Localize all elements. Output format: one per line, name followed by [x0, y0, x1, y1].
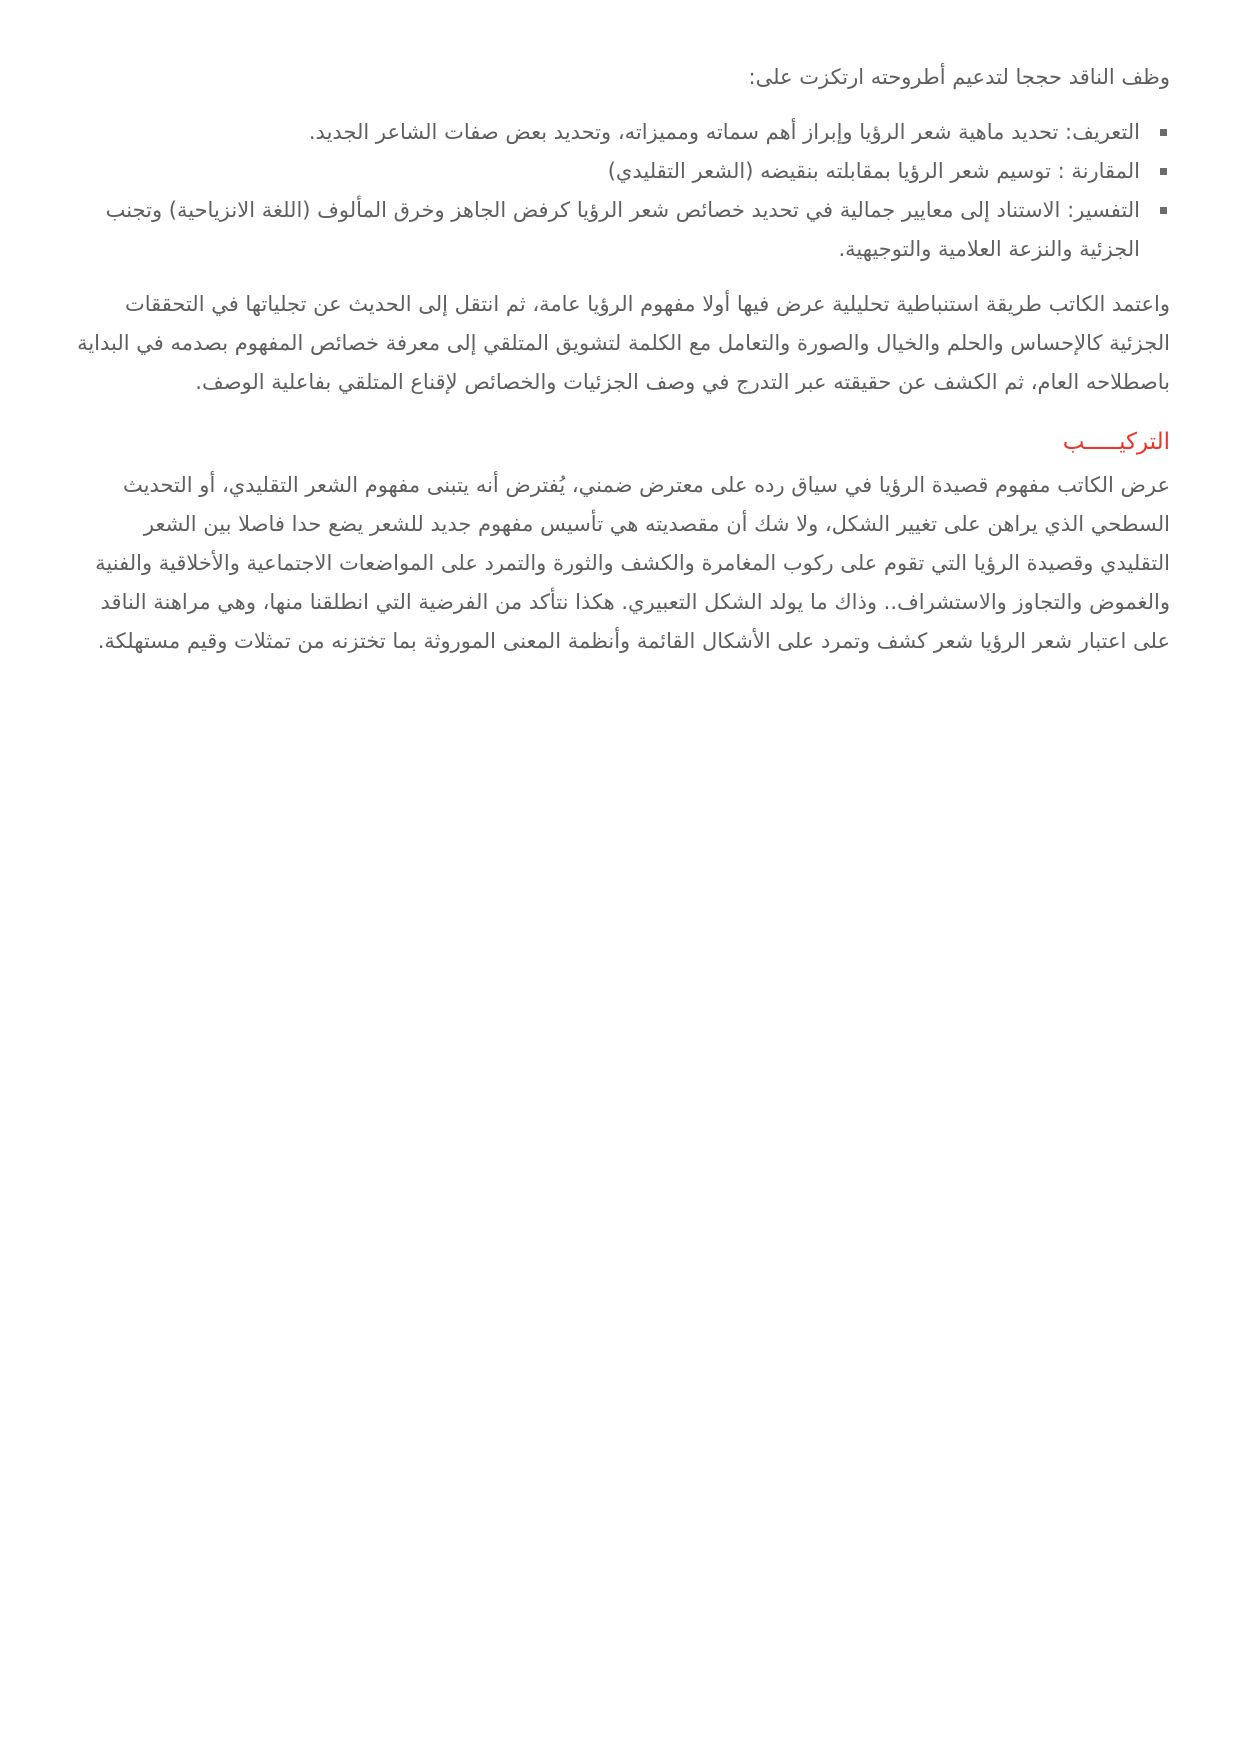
arguments-list [72, 113, 1170, 269]
argument-comparison: المقارنة : توسيم شعر الرؤيا بمقابلته بنقيضه (الشعر التقليدي) [72, 152, 1140, 191]
synthesis-paragraph: عرض الكاتب مفهوم قصيدة الرؤيا في سياق رده على معترض ضمني، يُفترض أنه يتبنى مفهوم الشعر التقليدي، أو التحديث السطحي الذي يراهن على تغيير الشكل، ولا شك أن مقصديته هي تأسيس مفهوم جديد للشعر يضع حدا فاصلا بين الشعر التقليدي وقصيدة الرؤيا التي تقوم على ركوب المغامرة والكشف والثورة والتمرد على المواضعات الاجتماعية والأخلاقية والفنية والغموض والتجاوز والاستشراف.. وذاك ما يولد الشكل التعبيري. هكذا نتأكد من الفرضية التي انطلقنا منها، وهي مراهنة الناقد على اعتبار شعر الرؤيا شعر كشف وتمرد على الأشكال القائمة وأنظمة المعنى الموروثة بما تختزنه من تمثلات وقيم مستهلكة. [95, 473, 1170, 653]
document-page [72, 58, 1170, 661]
method-paragraph: واعتمد الكاتب طريقة استنباطية تحليلية عرض فيها أولا مفهوم الرؤيا عامة، ثم انتقل إلى الحديث عن تجلياتها في التحققات الجزئية كالإحساس والحلم والخيال والصورة والتعامل مع الكلمة لتشويق المتلقي إلى معرفة خصائص المفهوم بصدمه في البداية باصطلاحه العام، ثم الكشف عن حقيقته عبر التدرج في وصف الجزئيات والخصائص لإقناع المتلقي بفاعلية الوصف. [77, 292, 1170, 394]
argument-definition: التعريف: تحديد ماهية شعر الرؤيا وإبراز أهم سماته ومميزاته، وتحديد بعض صفات الشاعر الجديد. [72, 113, 1140, 152]
section-title-synthesis: التركيـــــب [1062, 429, 1170, 455]
argument-interpretation: التفسير: الاستناد إلى معايير جمالية في تحديد خصائص شعر الرؤيا كرفض الجاهز وخرق المألوف (اللغة الانزياحية) وتجنب الجزئية والنزعة العلامية والتوجيهية. [72, 191, 1140, 269]
intro-sentence: وظف الناقد حججا لتدعيم أطروحته ارتكزت على: [748, 65, 1170, 89]
